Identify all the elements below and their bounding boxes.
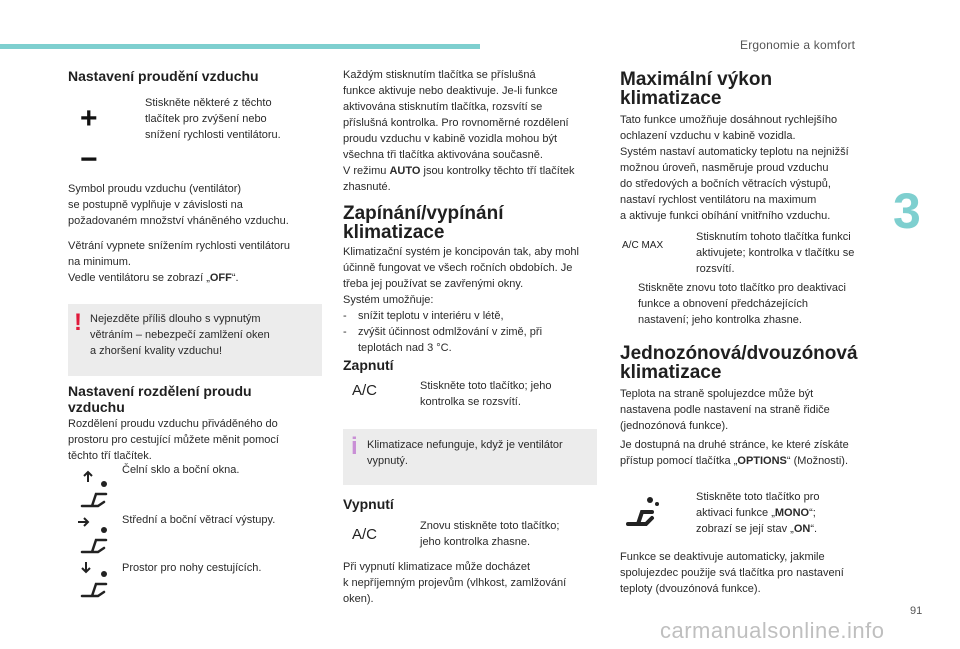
max-text-3: Systém nastaví automaticky teplotu na nejnižší [620,146,849,158]
onoff-list-2: zvýšit účinnost odmlžování v zimě, při [358,326,543,338]
warning-text-3: a zhoršení kvality vzduchu! [90,345,223,357]
vent-text-2: na minimum. [68,256,131,268]
heading-off: Vypnutí [343,496,394,512]
ac-max-button-label: A/C MAX [622,240,664,251]
max-text-4: možnou úroveň, nasměruje proud vzduchu [620,162,829,174]
airflow-step-1: Stiskněte některé z těchto [145,97,272,109]
max-text-2: ochlazení vzduchu v kabině vozidla. [620,130,796,142]
options-text-2: přístup pomocí tlačítka „OPTIONS“ (Možnosti). [620,455,849,467]
airflow-step-3: snížení rychlosti ventilátoru. [145,129,281,141]
minus-icon: − [80,143,98,176]
airflow-step-2: tlačítek pro zvýšení nebo [145,113,267,125]
auto-text-1: V režimu AUTO jsou kontrolky těchto tří tlačítek [343,165,575,177]
ac-button-label-off: A/C [352,526,378,543]
page-number: 91 [910,605,923,617]
mono-step-1: Stiskněte toto tlačítko pro [696,491,820,503]
zone-text-1: Teplota na straně spolujezdce může být [620,388,814,400]
max-text-6: nastaví rychlost ventilátoru na maximum [620,194,817,206]
symbol-text-1: Symbol proudu vzduchu (ventilátor) [68,183,242,195]
onoff-text-2: účinně fungovat ve všech ročních obdobích. Je [343,262,573,274]
dist-windscreen-label: Čelní sklo a boční okna. [122,464,240,476]
onoff-list-1: snížit teplotu v interiéru v létě, [358,310,504,322]
max-step-1: Stisknutím tohoto tlačítka funkci [696,231,851,243]
off-step-1: Znovu stiskněte toto tlačítko; [420,520,560,532]
auto-text-2: zhasnuté. [343,181,391,193]
dist-center-label: Střední a boční větrací výstupy. [122,514,276,526]
info-text-1: Klimatizace nefunguje, když je ventilátor [367,439,563,451]
off-step-2: jeho kontrolka zhasne. [420,536,531,548]
header-accent-bar [0,44,480,49]
heading-on: Zapnutí [343,357,394,373]
heading-zone-1: Jednozónová/dvouzónová [620,343,858,364]
symbol-text-3: požadovaném množství vháněného vzduchu. [68,215,289,227]
heading-airflow: Nastavení proudění vzduchu [68,68,259,84]
intro-text-2: funkce aktivuje nebo deaktivuje. Je-li funkce [343,85,558,97]
section-title: Ergonomie a komfort [740,38,856,52]
warning-icon: ! [74,309,82,336]
mono-off-text-2: spolujezdec použije svá tlačítka pro nastavení [620,567,844,579]
watermark: carmanualsonline.info [660,618,885,643]
info-icon: i [351,433,358,460]
heading-max-1: Maximální výkon [620,69,773,90]
onoff-text-1: Klimatizační systém je koncipován tak, aby mohl [343,246,579,258]
feet-distribution-icon [76,560,112,600]
distribution-text-3: těchto tří tlačítek. [68,450,152,462]
max-step-2: aktivujete; kontrolka v tlačítku se [696,247,855,259]
ac-button-label: A/C [352,382,378,399]
options-text-1: Je dostupná na druhé stránce, ke které získáte [620,439,849,451]
mono-step-3: zobrazí se její stav „ON“. [696,523,818,535]
off-text-3: oken). [343,593,374,605]
symbol-text-2: se postupně vyplňuje v závislosti na [68,199,243,211]
max-off-step-1: Stiskněte znovu toto tlačítko pro deaktivaci [638,282,846,294]
onoff-list-3: teplotách nad 3 °C. [358,342,452,354]
distribution-text-1: Rozdělení proudu vzduchu přiváděného do [68,418,278,430]
mono-seat-icon [624,496,660,528]
max-text-7: a aktivuje funkci obíhání vnitřního vzduchu. [620,210,831,222]
heading-onoff-2: klimatizace [343,222,445,243]
distribution-text-2: prostoru pro cestující můžete měnit pomocí [68,434,279,446]
chapter-number: 3 [893,183,921,239]
heading-max-2: klimatizace [620,88,722,109]
max-off-step-3: nastavení; jeho kontrolka zhasne. [638,314,802,326]
vent-text-1: Větrání vypnete snížením rychlosti ventilátoru [68,240,290,252]
heading-distribution-2: vzduchu [68,399,125,415]
zone-text-2: nastavena podle nastavení na straně řidiče [620,404,830,416]
center-vent-distribution-icon [76,516,112,556]
onoff-text-4: Systém umožňuje: [343,294,434,306]
mono-off-text-1: Funkce se deaktivuje automaticky, jakmile [620,551,825,563]
mono-step-2: aktivaci funkce „MONO“; [696,507,816,519]
max-off-step-2: funkce a obnovení předcházejících [638,298,809,310]
heading-distribution-1: Nastavení rozdělení proudu [68,383,252,399]
on-step-2: kontrolka se rozsvítí. [420,396,521,408]
warning-text-2: větráním – nebezpečí zamlžení oken [90,329,270,341]
on-step-1: Stiskněte toto tlačítko; jeho [420,380,552,392]
intro-text-6: všechna tři tlačítka aktivována současně. [343,149,543,161]
mono-off-text-3: teploty (dvouzónová funkce). [620,583,761,595]
list-dash: - [343,326,347,338]
heading-onoff-1: Zapínání/vypínání [343,203,504,224]
vent-off-text: Vedle ventilátoru se zobrazí „OFF“. [68,272,239,284]
intro-text-1: Každým stisknutím tlačítka se příslušná [343,69,536,81]
windscreen-distribution-icon [76,470,112,510]
intro-text-5: proudu vzduchu v kabině vozidla mohou být [343,133,558,145]
off-text-2: k nepříjemným projevům (vlhkost, zamlžování [343,577,567,589]
off-text-1: Při vypnutí klimatizace může docházet [343,561,531,573]
warning-text-1: Nejezděte příliš dlouho s vypnutým [90,313,261,325]
max-text-5: do středových a bočních větracích výstupů, [620,178,831,190]
onoff-text-3: třeba jej používat se zavřenými okny. [343,278,524,290]
heading-zone-2: klimatizace [620,362,722,383]
list-dash: - [343,310,347,322]
info-text-2: vypnutý. [367,455,408,467]
zone-text-3: (jednozónová funkce). [620,420,729,432]
intro-text-4: příslušná kontrolka. Pro rovnoměrné rozdělení [343,117,569,129]
plus-icon: + [80,102,98,135]
intro-text-3: aktivována stisknutím tlačítka, rozsvítí se [343,101,543,113]
dist-feet-label: Prostor pro nohy cestujících. [122,562,262,574]
max-step-3: rozsvítí. [696,263,735,275]
max-text-1: Tato funkce umožňuje dosáhnout rychlejšího [620,114,838,126]
